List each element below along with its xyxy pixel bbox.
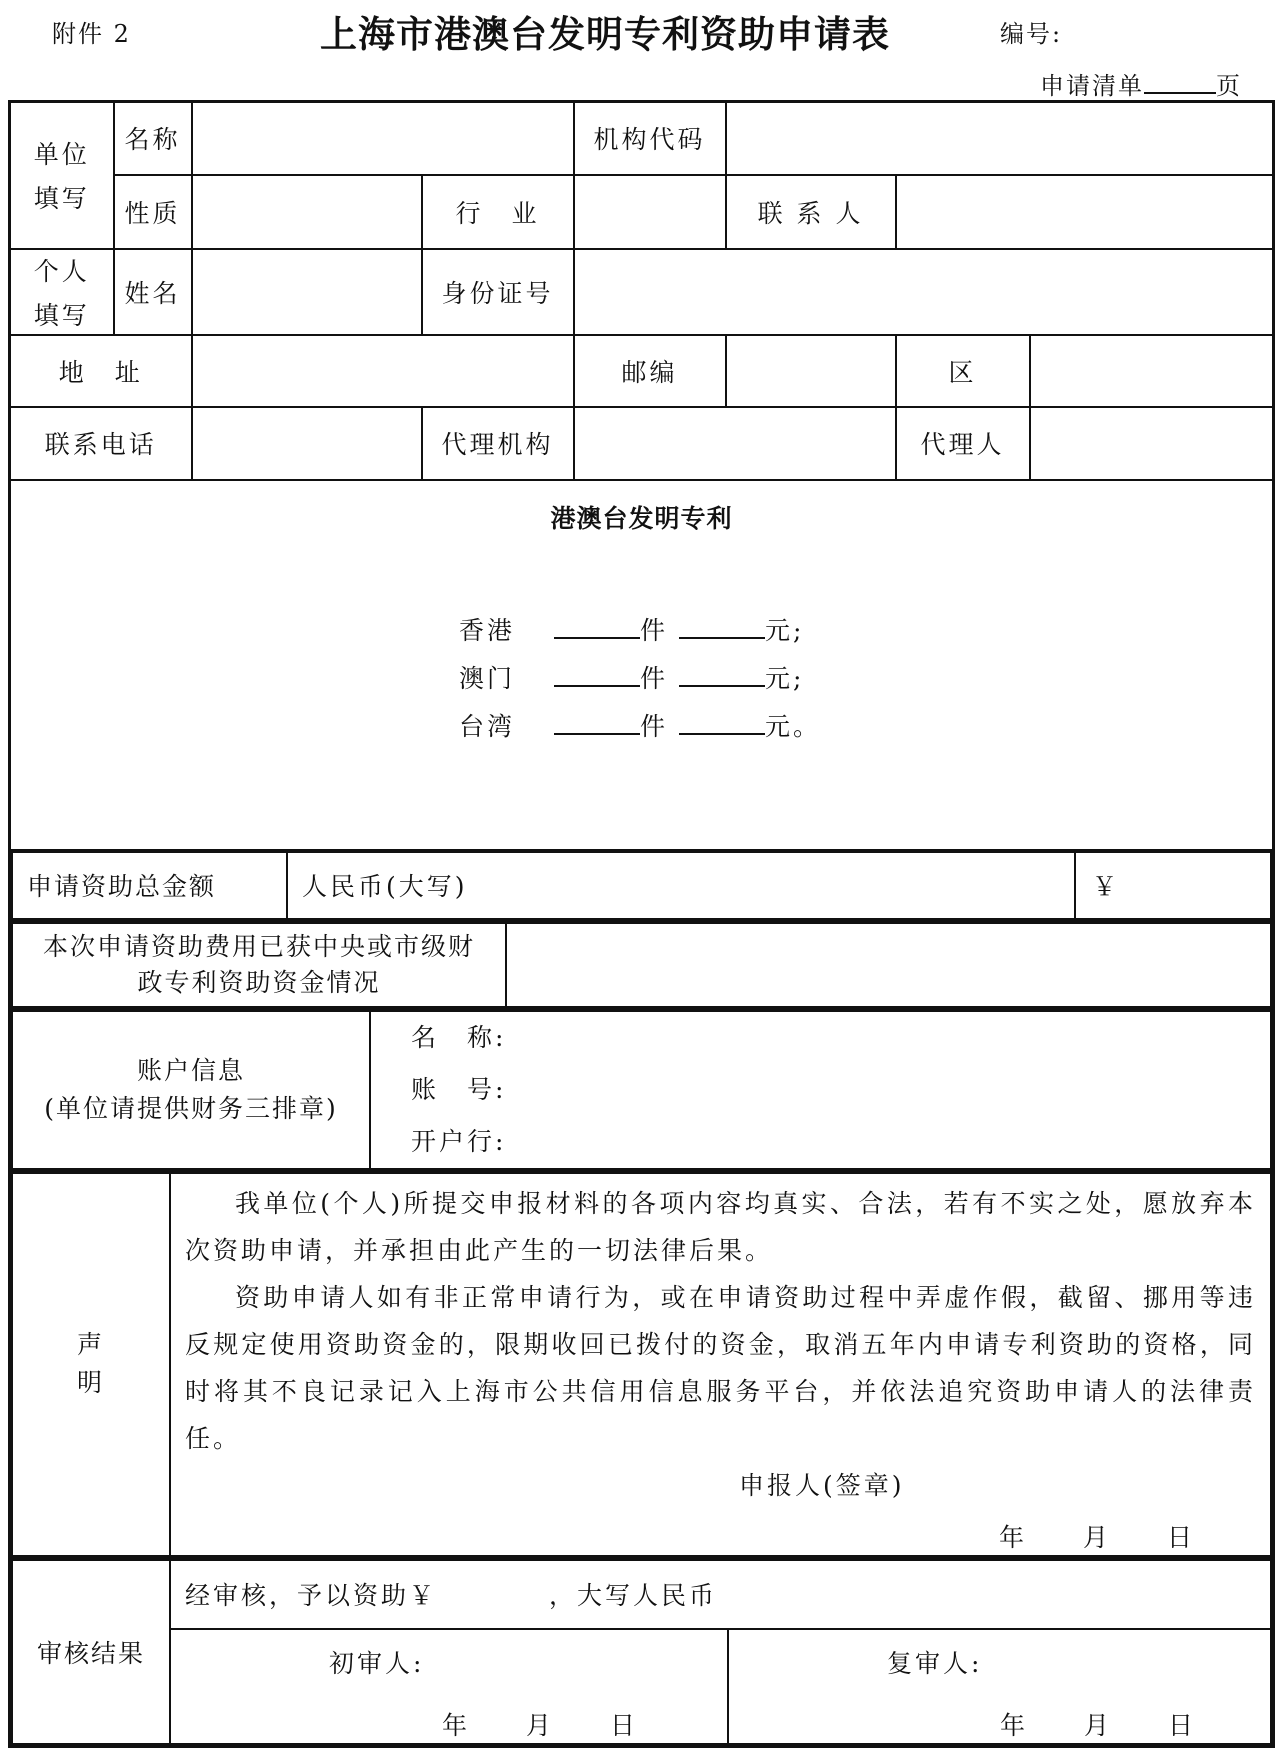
patent-section xyxy=(10,480,1274,850)
macau-count-blank[interactable] xyxy=(554,661,640,687)
serial-number-label: 编号: xyxy=(1000,20,1063,48)
declaration-paragraph-1: 我单位(个人)所提交申报材料的各项内容均真实、合法，若有不实之处，愿放弃本次资助申请，并承担由此产生的一切法律后果。 xyxy=(185,1188,1257,1265)
account-subtable xyxy=(11,1010,1272,1170)
other-funding-label-line1: 本次申请资助费用已获中央或市级财 xyxy=(42,931,475,961)
piece-unit: 件 xyxy=(639,663,668,693)
account-bank-field[interactable] xyxy=(411,1116,1270,1168)
agent-label: 代理人 xyxy=(896,407,1030,480)
yuan-unit: 元; xyxy=(764,615,805,645)
account-details xyxy=(370,1011,1271,1169)
total-amount-label: 申请资助总金额 xyxy=(12,852,287,919)
piece-unit: 件 xyxy=(639,711,668,741)
hongkong-amount-blank[interactable] xyxy=(679,613,765,639)
list-page-blank[interactable] xyxy=(1144,70,1216,94)
region-row-taiwan xyxy=(459,707,1272,743)
declaration-signer-label[interactable]: 申报人(签章) xyxy=(739,1470,905,1500)
other-funding-label xyxy=(12,923,506,1007)
region-name: 澳门 xyxy=(459,663,516,693)
phone-field[interactable] xyxy=(192,407,422,480)
id-number-label: 身份证号 xyxy=(422,249,574,335)
agency-label: 代理机构 xyxy=(422,407,574,480)
agency-field[interactable] xyxy=(574,407,896,480)
industry-label: 行 业 xyxy=(422,175,574,249)
other-funding-subtable xyxy=(11,922,1272,1008)
person-name-label: 姓名 xyxy=(114,249,192,335)
person-group-label xyxy=(10,249,114,335)
declaration-subtable xyxy=(11,1172,1272,1557)
person-name-field[interactable] xyxy=(192,249,422,335)
form-title: 上海市港澳台发明专利资助申请表 xyxy=(320,13,890,56)
piece-unit: 件 xyxy=(639,615,668,645)
taiwan-amount-blank[interactable] xyxy=(679,709,765,735)
declaration-label-line1: 声 xyxy=(76,1330,105,1359)
org-code-field[interactable] xyxy=(726,102,1274,175)
account-number-field[interactable] xyxy=(411,1064,1270,1116)
postcode-field[interactable] xyxy=(726,335,896,407)
review-subtable xyxy=(11,1559,1272,1745)
second-reviewer-date: 年 月 日 xyxy=(1000,1710,1197,1740)
nature-label: 性质 xyxy=(114,175,192,249)
review-label: 审核结果 xyxy=(12,1560,170,1744)
macau-amount-blank[interactable] xyxy=(679,661,765,687)
account-row xyxy=(10,1009,1274,1171)
region-name: 台湾 xyxy=(459,711,516,741)
attachment-label: 附件 2 xyxy=(52,20,131,48)
list-prefix: 申请清单 xyxy=(1040,72,1144,100)
unit-name-label: 名称 xyxy=(114,102,192,175)
district-field[interactable] xyxy=(1030,335,1274,407)
patent-section-title: 港澳台发明专利 xyxy=(550,503,733,533)
review-row xyxy=(10,1558,1274,1747)
declaration-content xyxy=(170,1173,1271,1556)
yen-amount-field[interactable] xyxy=(1075,852,1271,919)
review-grant-text[interactable]: 经审核，予以资助￥ ，大写人民币 xyxy=(170,1560,1271,1629)
contact-person-label: 联 系 人 xyxy=(726,175,896,249)
rmb-uppercase-label: 人民币(大写) xyxy=(302,872,468,901)
other-funding-field[interactable] xyxy=(506,923,1271,1007)
unit-group-label xyxy=(10,102,114,249)
declaration-paragraph-2: 资助申请人如有非正常申请行为，或在申请资助过程中弄虚作假，截留、挪用等违反规定使用资助资金的，限期收回已拨付的资金，取消五年内申请专利资助的资格，同时将其不良记录记入上海市公共信用信息服务平台，并依法追究资助申请人的法律责任。 xyxy=(185,1282,1257,1453)
declaration-label-line2: 明 xyxy=(76,1368,105,1397)
address-field[interactable] xyxy=(192,335,574,407)
account-number-label: 账 号: xyxy=(411,1074,507,1104)
patent-region-list xyxy=(11,611,1272,743)
yen-symbol: ￥ xyxy=(1092,872,1121,901)
person-label-line2: 填写 xyxy=(33,300,90,330)
unit-label-line1: 单位 xyxy=(33,140,90,170)
account-name-field[interactable] xyxy=(411,1012,1270,1064)
second-reviewer-label: 复审人: xyxy=(887,1648,983,1678)
rmb-uppercase-field[interactable] xyxy=(287,852,1075,919)
district-label: 区 xyxy=(896,335,1030,407)
declaration-label xyxy=(12,1173,170,1556)
first-reviewer-date: 年 月 日 xyxy=(442,1710,639,1740)
org-code-label: 机构代码 xyxy=(574,102,726,175)
unit-label-line2: 填写 xyxy=(33,184,90,214)
yuan-unit: 元。 xyxy=(764,711,821,741)
taiwan-count-blank[interactable] xyxy=(554,709,640,735)
second-reviewer-cell[interactable] xyxy=(728,1629,1271,1744)
agent-field[interactable] xyxy=(1030,407,1274,480)
region-row-macau xyxy=(459,659,1272,695)
application-form-table xyxy=(8,100,1275,1748)
account-label xyxy=(12,1011,370,1169)
id-number-field[interactable] xyxy=(574,249,1274,335)
region-name: 香港 xyxy=(459,615,516,645)
unit-name-field[interactable] xyxy=(192,102,574,175)
total-amount-row xyxy=(10,850,1274,921)
declaration-date[interactable]: 年 月 日 xyxy=(999,1522,1196,1552)
person-label-line1: 个人 xyxy=(33,256,90,286)
first-reviewer-label: 初审人: xyxy=(329,1648,425,1678)
total-amount-subtable xyxy=(11,851,1272,920)
first-reviewer-cell[interactable] xyxy=(170,1629,728,1744)
account-label-line2: (单位请提供财务三排章) xyxy=(44,1093,338,1123)
industry-field[interactable] xyxy=(574,175,726,249)
yuan-unit: 元; xyxy=(764,663,805,693)
address-label: 地 址 xyxy=(10,335,192,407)
account-name-label: 名 称: xyxy=(411,1022,507,1052)
account-bank-label: 开户行: xyxy=(411,1126,507,1156)
phone-label: 联系电话 xyxy=(10,407,192,480)
list-suffix: 页 xyxy=(1216,72,1242,100)
declaration-row xyxy=(10,1171,1274,1558)
region-row-hongkong xyxy=(459,611,1272,647)
application-list-page xyxy=(1040,66,1242,101)
other-funding-row xyxy=(10,921,1274,1009)
postcode-label: 邮编 xyxy=(574,335,726,407)
nature-field[interactable] xyxy=(192,175,422,249)
contact-person-field[interactable] xyxy=(896,175,1274,249)
account-label-line1: 账户信息 xyxy=(136,1055,245,1085)
hongkong-count-blank[interactable] xyxy=(554,613,640,639)
other-funding-label-line2: 政专利资助资金情况 xyxy=(137,967,381,997)
